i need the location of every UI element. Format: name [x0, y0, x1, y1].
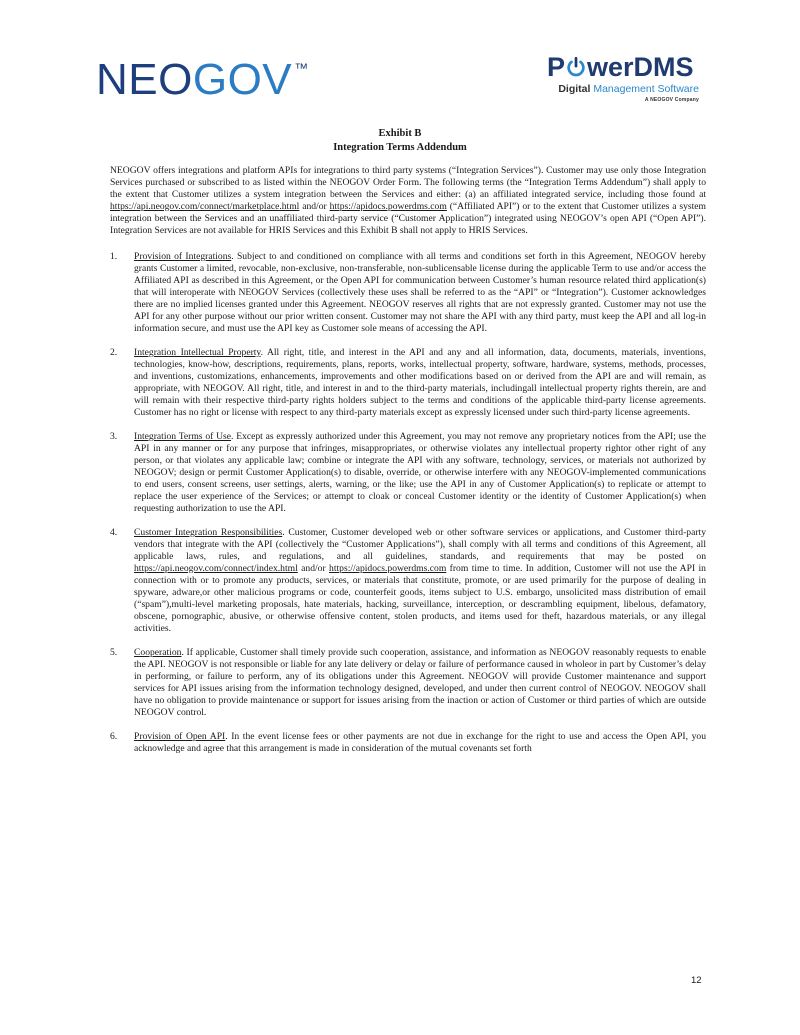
list-item: 6. Provision of Open API. In the event license fees or other payments are not due in exchange for the right to use and access the Open API, you acknowledge and agree that this arrangement is made in consideration of the mutual covenants set forth — [110, 731, 706, 754]
section-heading: Provision of Open API — [134, 731, 226, 742]
neogov-logo — [96, 55, 309, 104]
section-heading: Cooperation — [134, 647, 182, 658]
powerdms-p: P — [547, 52, 566, 82]
powerdms-tagline: Digital Management Software — [558, 83, 699, 95]
list-item: 3. Integration Terms of Use. Except as expressly authorized under this Agreement, you may not remove any proprietary notices from the API; use the API in any manner or for any purpose that infringes, misappropriates, or otherwise violates any intellectual property rightor other right of any person, or that violates any applicable law; combine or integrate the API with any software, technology, services, or materials not authorized by NEOGOV; design or permit Customer Application(s) to disable, override, or otherwise interfere with any NEOGOV-implemented communications to end users, consent screens, user settings, alerts, warning, or the like; use the API in any of Customer Application(s) to replicate or attempt to replace the user experience of the Services; or attempt to cloak or conceal Customer identity or the identity of Customer Application(s) when requesting authorization to use the API. — [110, 431, 706, 514]
logo-neo-text: NEO — [96, 55, 193, 104]
power-icon — [565, 56, 587, 78]
connect-index-link[interactable]: https://api.neogov.com/connect/index.html — [134, 563, 298, 574]
document-body — [110, 165, 706, 767]
section-heading: Integration Intellectual Property — [134, 347, 261, 358]
powerdms-rest: werDMS — [587, 52, 694, 82]
powerdms-company: A NEOGOV Company — [644, 97, 699, 104]
exhibit-subtitle: Integration Terms Addendum — [333, 142, 467, 153]
marketplace-link[interactable]: https://api.neogov.com/connect/marketplace.html — [110, 201, 300, 212]
apidocs-link[interactable]: https://apidocs.powerdms.com — [329, 563, 447, 574]
powerdms-wordmark — [547, 54, 699, 81]
apidocs-link[interactable]: https://apidocs.powerdms.com — [329, 201, 447, 212]
exhibit-title: Exhibit B — [378, 128, 422, 139]
intro-paragraph: NEOGOV offers integrations and platform APIs for integrations to third party systems (“Integration Services”). Customer may use only those Integration Services purchased or subscribed to as listed within the NEOGOV Order Form. The following terms (the “Integration Terms Addendum”) shall apply to the extent that Customer utilizes a system integration between the Services and either: (a) an affiliated integrated service, including those found at https://api.neogov.com/connect/marketplace.html and/or https://apidocs.powerdms.com (“Affiliated API”) or to the extent that Customer utilizes a system integration between the Services and an unaffiliated third-party service (“Customer Application”) integrated using NEOGOV’s open API (“Open API”). Integration Services are not available for HRIS Services and this Exhibit B shall not apply to HRIS Services. — [110, 165, 707, 236]
logo-gov-text: GOV — [192, 55, 293, 104]
list-item: 4. Customer Integration Responsibilities. Customer, Customer developed web or other software services or applications, and Customer third-party vendors that integrate with the API (collectively the “Customer Applications”), shall comply with all terms and conditions of this Agreement, all applicable laws, rules, and regulations, and all guidelines, standards, and requirements that may be posted on https://api.neogov.com/connect/index.html and/or https://apidocs.powerdms.com from time to time. In addition, Customer will not use the API in connection with or to promote any products, services, or materials that constitute, promote, or are used primarily for the purpose of dealing in spyware, adware,or other malicious programs or code, counterfeit goods, items subject to U.S. embargo, unsolicited mass distribution of email (“spam”),multi-level marketing proposals, hate materials, hacking, surveillance, interception, or descrambling equipment, libelous, defamatory, obscene, pornographic, abusive, or otherwise offensive content, stolen products, and items used for theft, hazardous materials, or any illegal activities. — [110, 527, 706, 634]
page-number: 12 — [691, 975, 702, 986]
powerdms-logo — [547, 54, 699, 103]
logo-trademark: ™ — [294, 60, 309, 76]
list-item: 5. Cooperation. If applicable, Customer shall timely provide such cooperation, assistance, and information as NEOGOV reasonably requests to enable the API. NEOGOV is not responsible or liable for any late delivery or delay or failure of performance caused in wholeor in part by Customer’s delay in performing, or failure to perform, any of its obligations under this Agreement. NEOGOV will provide Customer maintenance and support services for API issues arising from the information technology designed, developed, and under then current control of NEOGOV. NEOGOV shall have no obligation to provide maintenance or support for issues arising from the inaction or action of Customer or third parties of which are outside NEOGOV control. — [110, 647, 706, 718]
list-item: 1. Provision of Integrations. Subject to and conditioned on compliance with all terms and conditions set forth in this Agreement, NEOGOV hereby grants Customer a limited, revocable, non-exclusive, non-transferable, non-sublicensable license during the applicable Term to use and/or access the Affiliated API as described in this Agreement, or the Open API for communication between Customer’s human resource related third application(s) that will interoperate with NEOGOV Services (collectively these uses shall be referred to as the “API” or “Integration”). Customer acknowledges there are no implied licenses granted under this Agreement. NEOGOV reserves all rights that are not expressly granted. Customer may not use the API for any other purpose without our prior written consent. Customer may not share the API with any third party, must keep the API and all log-in information secure, and must use the API key as Customer sole means of accessing the API. — [110, 251, 706, 334]
section-heading: Integration Terms of Use — [134, 431, 232, 442]
section-heading: Customer Integration Responsibilities — [134, 527, 283, 538]
section-heading: Provision of Integrations — [134, 251, 232, 262]
terms-list — [110, 251, 706, 755]
list-item: 2. Integration Intellectual Property. All right, title, and interest in the API and any and all information, data, documents, materials, inventions, technologies, know-how, descriptions, requirements, plans, reports, works, intellectual property, software, hardware, systems, methods, processes, and inventions, customizations, enhancements, improvements and other modifications based on or derived from the API are and will remain, as appropriate, with NEOGOV. All right, title, and interest in and to the third-party materials, includingall intellectual property rights therein, are and will remain with their respective third-party rights holders subject to the terms and conditions of the applicable third-party license agreements. Customer has no right or license with respect to any third-party materials except as expressly licensed under such third-party license agreements. — [110, 347, 706, 418]
